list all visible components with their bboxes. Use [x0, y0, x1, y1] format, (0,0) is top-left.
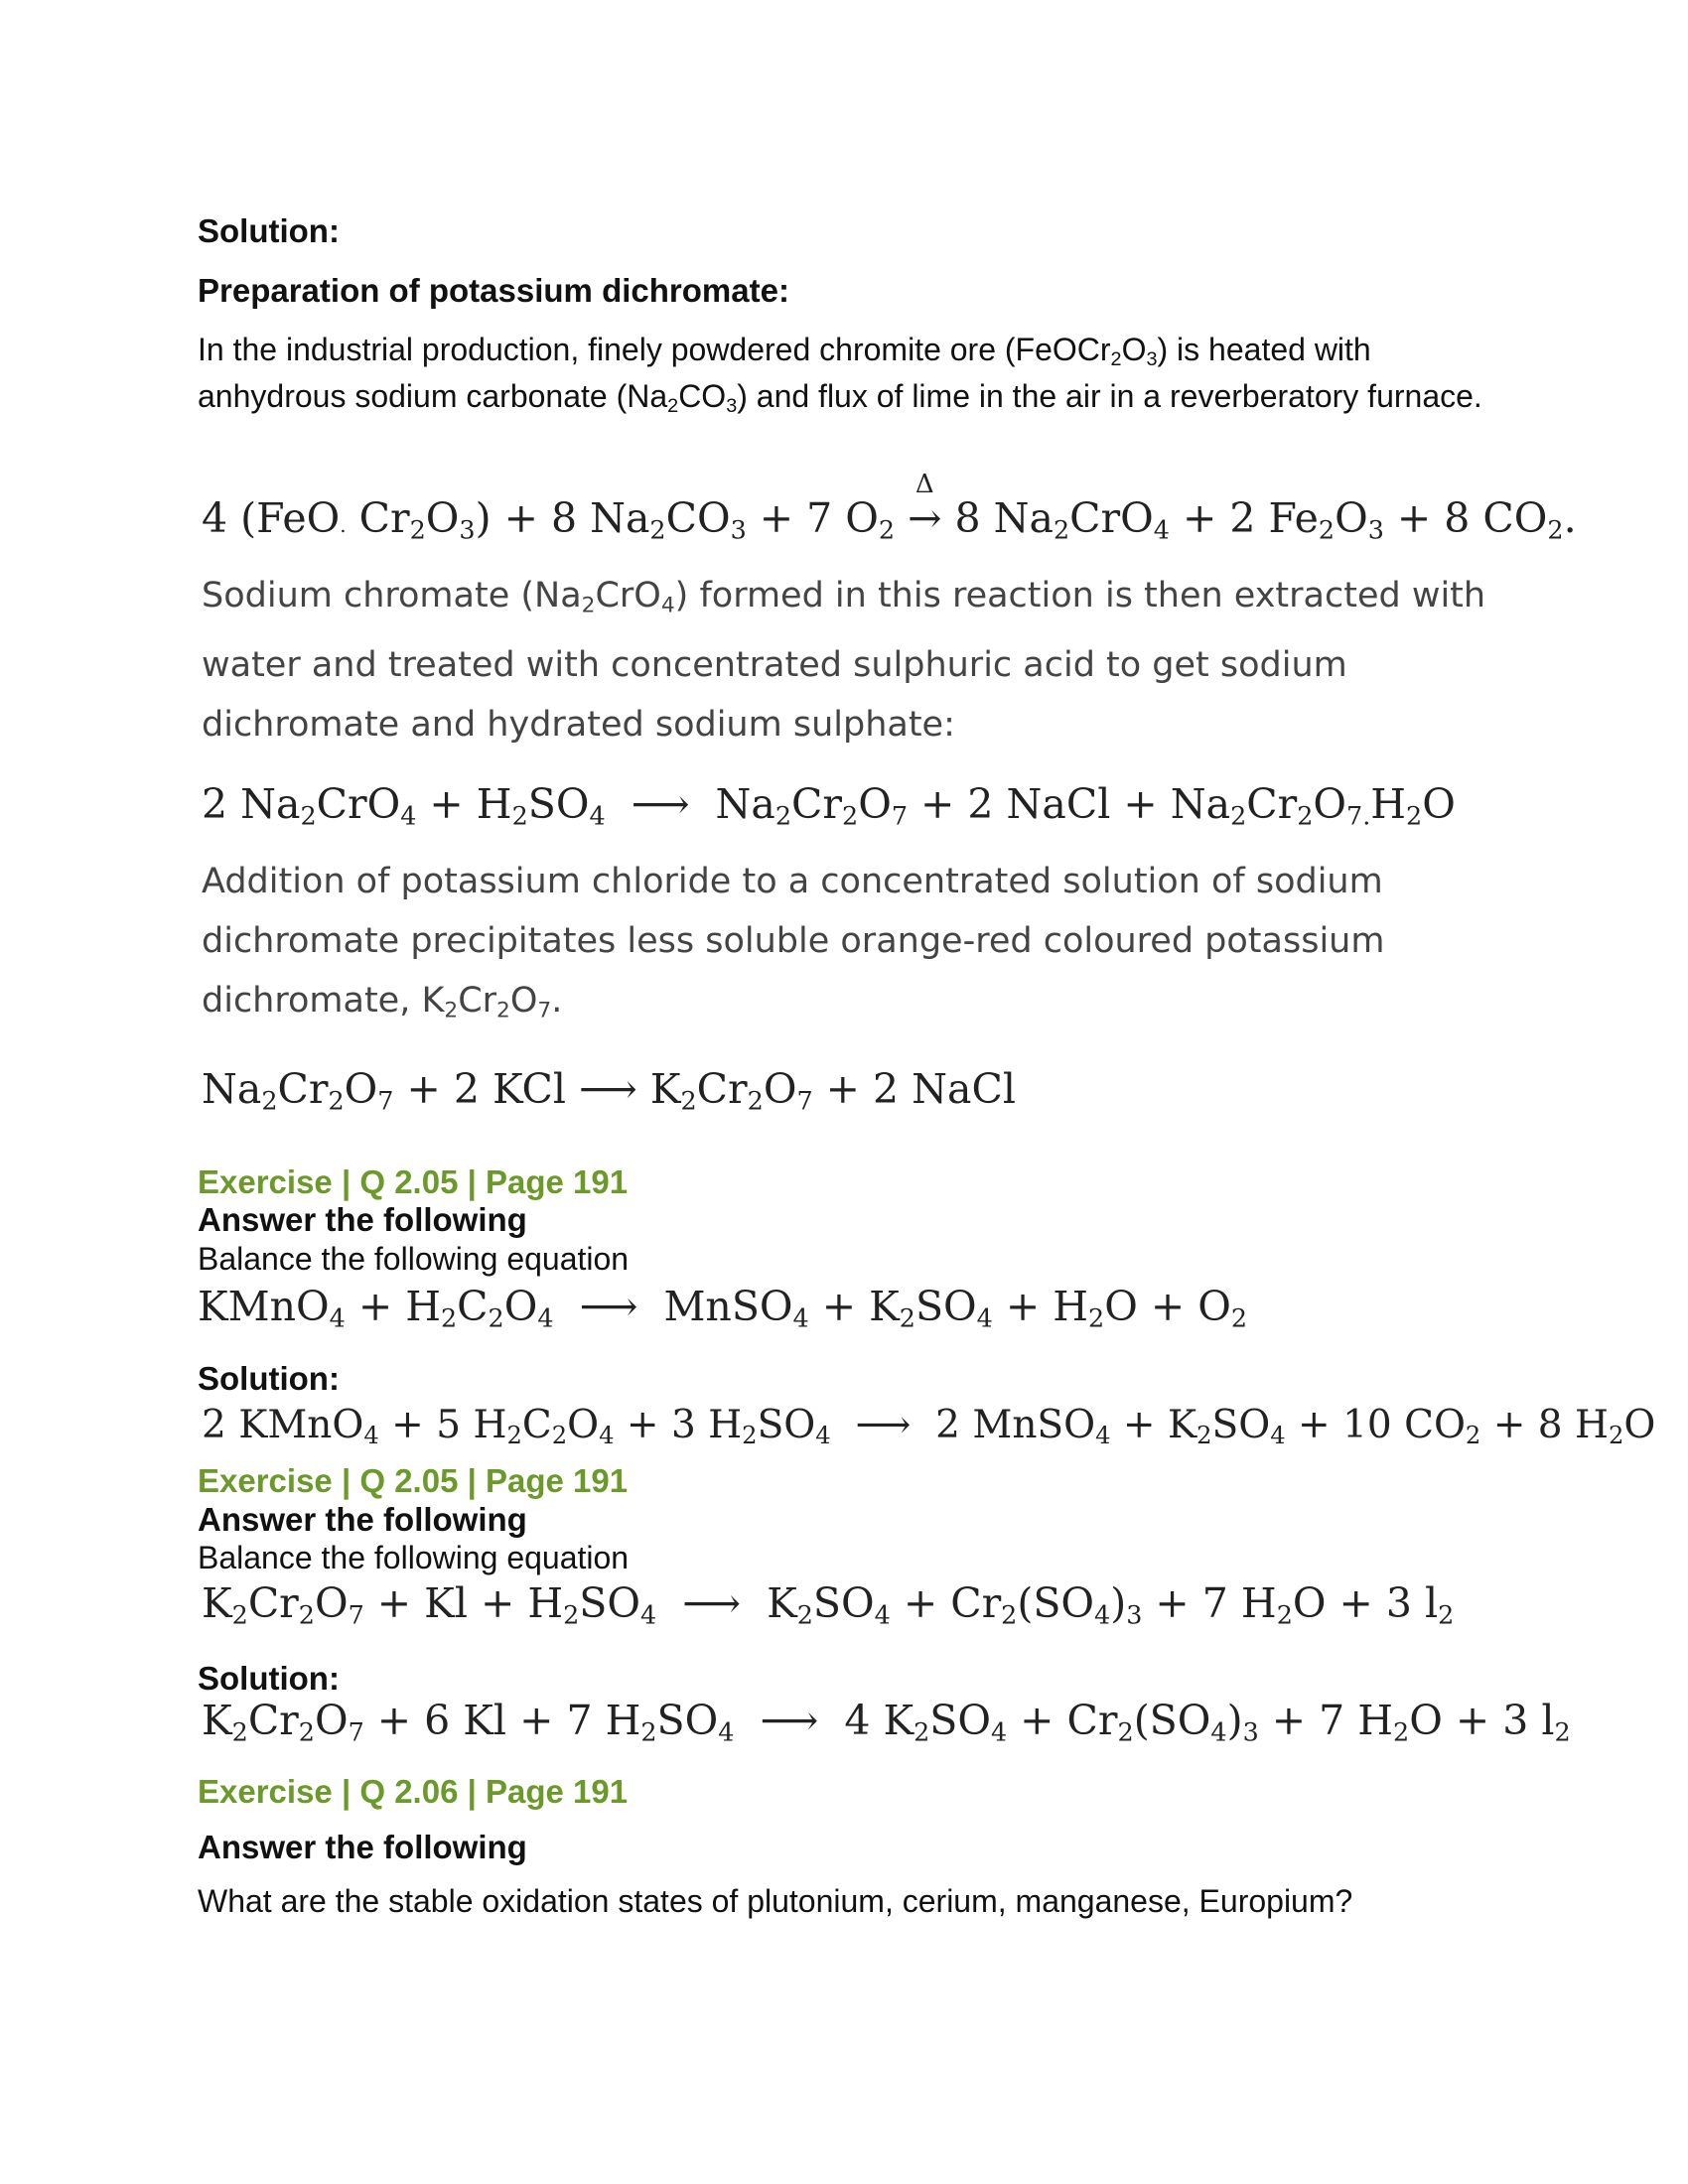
question-title-2: Answer the following	[198, 1501, 527, 1538]
answer-equation-1: 2 KMnO$_4$ + 5 $H_2C_2O_4 + 3$ $H_2SO_4$ ⟶ 2 MnSO$_4$ + $K_2SO_4 + 10$ $CO_2 + 8$ $H_2O$	[202, 1403, 1656, 1450]
solution-label-2: Solution:	[198, 1660, 340, 1697]
exercise-ref-2[interactable]: Exercise | Q 2.05 | Page 191	[198, 1462, 629, 1499]
question-prompt-2: Balance the following equation	[198, 1540, 630, 1575]
question-equation-2: $K_2Cr_2O_7 + Kl + H_2SO_4$ ⟶ $K_2SO_4 + Cr_2(SO_4)_3 + 7$ $H_2O + 3$ $l_2$	[202, 1579, 1455, 1630]
solution-label: Solution:	[198, 212, 340, 249]
intro-paragraph: In the industrial production, finely powdered chromite ore $(FeOCr_2O_3)$ is heated with anhydrous sodium carbonate $(Na_2CO_3)$ and flux of lime in the air in a reverberatory furnace.	[198, 332, 1482, 417]
question-equation-1: KMnO$_4$ + $H_2C_2O_4$ ⟶ MnSO$_4$ + $K_2SO_4 + H_2O + O_2$	[198, 1283, 1248, 1333]
exercise-ref-3[interactable]: Exercise | Q 2.06 | Page 191	[198, 1773, 629, 1810]
section-heading: Preparation of potassium dichromate:	[198, 272, 789, 309]
equation-sodium-dichromate: 2 $Na_2CrO_4 + H_2SO_4$ ⟶ $Na_2Cr_2O_7 + 2$ NaCl + $Na_2Cr_2O_{7.}H_2O$	[202, 780, 1456, 831]
question-prompt-1: Balance the following equation	[198, 1241, 630, 1277]
question-title-1: Answer the following	[198, 1201, 527, 1238]
question-text-3: What are the stable oxidation states of plutonium, cerium, manganese, Europium?	[198, 1883, 1353, 1919]
answer-equation-2: $K_2Cr_2O_7 + 6$ Kl + 7 $H_2SO_4$ ⟶ 4 $K_2SO_4 + Cr_2(SO_4)_3 + 7$ $H_2O + 3$ $l_2$	[202, 1697, 1571, 1747]
heat-arrow: Δ →	[908, 470, 942, 542]
equation-potassium-dichromate: $Na_2Cr_2O_7 + 2$ KCl ⟶ $K_2Cr_2O_7 + 2$ NaCl	[202, 1065, 1016, 1116]
sodium-chromate-paragraph: Sodium chromate $(Na_2CrO_4)$ formed in this reaction is then extracted with water and treated with concentrated sulphuric acid to get sodium dichromate and hydrated sodium sulphate:	[202, 576, 1486, 746]
solution-label-1: Solution:	[198, 1360, 340, 1397]
equation-chromite-roasting: 4 (FeO. $Cr_2O_3) + 8$ $Na_2CO_3 + 7$ $O_2$ Δ → 8 $Na_2CrO_4 + 2$ $Fe_2O_3 + 8$ $CO_2$.	[202, 470, 1577, 545]
question-title-3: Answer the following	[198, 1829, 527, 1865]
potassium-chloride-paragraph: Addition of potassium chloride to a concentrated solution of sodium dichromate precipitates less soluble orange-red coloured potassium dichromate, $K_2Cr_2O_7$.	[202, 862, 1385, 1024]
exercise-ref-1[interactable]: Exercise | Q 2.05 | Page 191	[198, 1163, 629, 1200]
